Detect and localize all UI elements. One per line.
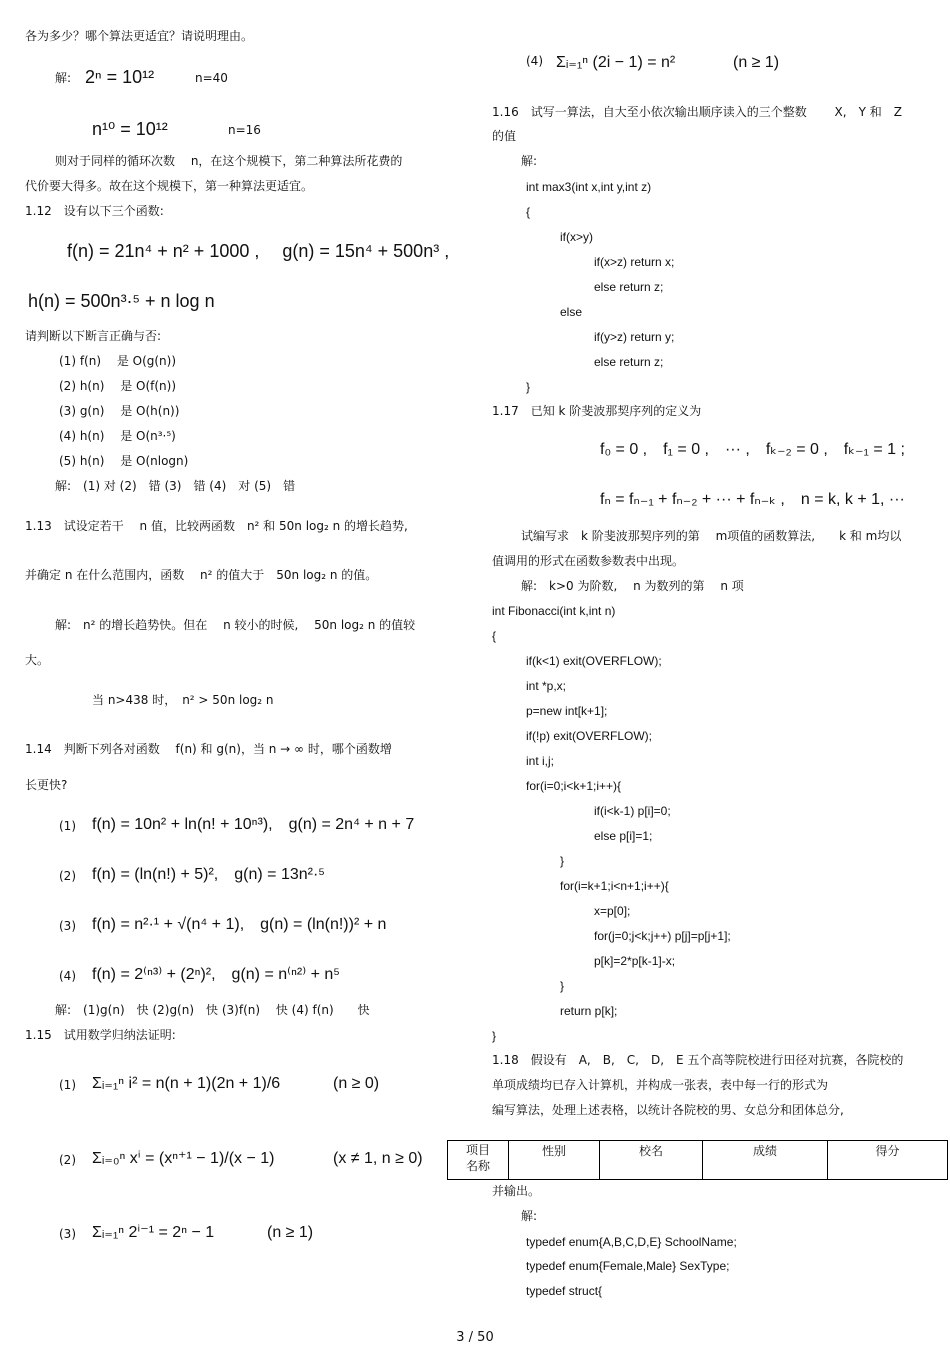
question-heading: 1.15 试用数学归纳法证明: [25,1028,176,1042]
item-label: (3) [59,919,76,933]
code-line: } [560,854,565,868]
equation-result: n=16 [228,123,261,137]
item-label: (1) [59,1078,76,1092]
code-line: if(y>z) return y; [594,330,675,344]
code-line: else return z; [594,355,664,369]
question-line: 编写算法，处理上述表格，以统计各院校的男、女总分和团体总分, [492,1103,844,1117]
code-line: for(i=k+1;i<n+1;i++){ [560,879,669,893]
sum-formula: Σᵢ₌₁ⁿ (2i − 1) = n² [556,54,676,71]
function-pair: f(n) = 2⁽ⁿ³⁾ + (2ⁿ)², g(n) = n⁽ⁿ²⁾ + n⁵ [92,966,340,983]
question-line: 单项成绩均已存入计算机，并构成一张表，表中每一行的形式为 [492,1078,829,1092]
assertion-item: (4) h(n) 是 O(n³·⁵) [59,429,176,443]
answer-line: 大。 [25,653,50,667]
condition: (x ≠ 1, n ≥ 0) [333,1150,423,1167]
code-line: typedef struct{ [526,1284,603,1298]
code-line: p[k]=2*p[k-1]-x; [594,954,676,968]
assertion-item: (1) f(n) 是 O(g(n)) [59,354,177,368]
answer-line: 当 n>438 时， n² > 50n log₂ n [92,693,274,707]
question-line: 试编写求 k 阶斐波那契序列的第 m项值的函数算法, k 和 m均以 [521,529,902,543]
code-line: if(x>y) [560,230,593,244]
code-line: } [526,380,531,394]
question-line: 值调用的形式在函数参数表中出现。 [492,554,685,568]
code-line: else p[i]=1; [594,829,653,843]
question-heading: 1.17 已知 k 阶斐波那契序列的定义为 [492,404,702,418]
table-header-cell: 项目 名称 [448,1141,509,1180]
code-line: int max3(int x,int y,int z) [526,180,652,194]
table-header-cell: 得分 [828,1141,948,1180]
code-line: typedef enum{Female,Male} SexType; [526,1259,730,1273]
code-line: if(!p) exit(OVERFLOW); [526,729,653,743]
code-line: p=new int[k+1]; [526,704,608,718]
answer-label: 解: [521,154,538,168]
code-line: { [492,629,497,643]
assertion-item: (3) g(n) 是 O(h(n)) [59,404,180,418]
assertion-item: (2) h(n) 是 O(f(n)) [59,379,177,393]
code-line: for(j=0;j<k;j++) p[j]=p[j+1]; [594,929,731,943]
question-line: 长更快? [25,778,68,792]
code-line: if(x>z) return x; [594,255,675,269]
score-table [447,1140,948,1180]
code-line: int i,j; [526,754,555,768]
code-line: return p[k]; [560,1004,618,1018]
item-label: (3) [59,1227,76,1241]
item-label: (1) [59,819,76,833]
function-pair: f(n) = 10n² + ln(n! + 10ⁿ³), g(n) = 2n⁴ + n + 7 [92,816,415,833]
table-row [448,1141,948,1180]
answer-line: 解: (1) 对 (2) 错 (3) 错 (4) 对 (5) 错 [55,479,296,493]
page-number: 3 / 50 [456,1330,494,1345]
question-line: 并确定 n 在什么范围内，函数 n² 的值大于 50n log₂ n 的值。 [25,568,378,582]
item-label: (2) [59,869,76,883]
condition: (n ≥ 1) [733,54,780,71]
item-label: (2) [59,1153,76,1167]
text-line: 各为多少？哪个算法更适宜？请说明理由。 [25,29,254,43]
code-line: for(i=0;i<k+1;i++){ [526,779,622,793]
function-pair: f(n) = (ln(n!) + 5)², g(n) = 13n²·⁵ [92,866,325,883]
paragraph-line: 则对于同样的循环次数 n，在这个规模下，第二种算法所花费的 [55,154,403,168]
code-line: int Fibonacci(int k,int n) [492,604,616,618]
answer-line: 解: (1)g(n) 快 (2)g(n) 快 (3)f(n) 快 (4) f(n) 快 [55,1003,370,1017]
code-line: typedef enum{A,B,C,D,E} SchoolName; [526,1235,737,1249]
answer-label: 解: [55,71,72,85]
sequence-definition: fₙ = fₙ₋₁ + fₙ₋₂ + ··· + fₙ₋ₖ , n = k, k + 1, ··· [600,491,905,508]
equation-result: n=40 [195,71,228,85]
question-heading: 1.13 试设定若干 n 值，比较两函数 n² 和 50n log₂ n 的增长趋势, [25,519,408,533]
table-header-cell: 性别 [509,1141,600,1180]
code-line: else return z; [594,280,664,294]
equation: n¹⁰ = 10¹² [92,119,168,139]
sum-formula: Σᵢ₌₁ⁿ 2ⁱ⁻¹ = 2ⁿ − 1 [92,1224,215,1241]
text-line: 请判断以下断言正确与否: [25,329,162,343]
table-header-cell: 校名 [600,1141,703,1180]
code-line: } [560,979,565,993]
question-heading: 1.16 试写一算法，自大至小依次输出顺序读入的三个整数 X, Y 和 Z [492,105,902,119]
question-line: 并输出。 [492,1184,541,1198]
condition: (n ≥ 0) [333,1075,380,1092]
function-definition: f(n) = 21n⁴ + n² + 1000 , g(n) = 15n⁴ + 500n³ , [67,241,450,261]
sequence-definition: f₀ = 0 , f₁ = 0 , ··· , fₖ₋₂ = 0 , fₖ₋₁ = 1 ; [600,441,905,458]
answer-label: 解: [521,1209,538,1223]
code-line: if(i<k-1) p[i]=0; [594,804,671,818]
code-line: else [560,305,583,319]
sum-formula: Σᵢ₌₀ⁿ xⁱ = (xⁿ⁺¹ − 1)/(x − 1) [92,1150,275,1167]
code-line: } [492,1029,497,1043]
code-line: { [526,205,531,219]
paragraph-line: 代价要大得多。故在这个规模下，第一种算法更适宜。 [25,179,314,193]
item-label: (4) [59,969,76,983]
question-heading: 1.18 假设有 A, B, C, D, E 五个高等院校进行田径对抗赛，各院校的 [492,1053,904,1067]
function-definition: h(n) = 500n³·⁵ + n log n [28,291,215,311]
code-line: int *p,x; [526,679,567,693]
answer-line: 解: n² 的增长趋势快。但在 n 较小的时候, 50n log₂ n 的值较 [55,618,416,632]
table-header-cell: 成绩 [703,1141,828,1180]
sum-formula: Σᵢ₌₁ⁿ i² = n(n + 1)(2n + 1)/6 [92,1075,281,1092]
item-label: (4) [526,54,543,68]
assertion-item: (5) h(n) 是 O(nlogn) [59,454,189,468]
question-heading: 1.12 设有以下三个函数: [25,204,164,218]
code-line: if(k<1) exit(OVERFLOW); [526,654,662,668]
condition: (n ≥ 1) [267,1224,314,1241]
equation: 2ⁿ = 10¹² [85,67,155,87]
answer-line: 解: k>0 为阶数, n 为数列的第 n 项 [521,579,744,593]
question-heading: 1.14 判断下列各对函数 f(n) 和 g(n)，当 n → ∞ 时，哪个函数增 [25,742,392,756]
question-line: 的值 [492,129,517,143]
function-pair: f(n) = n²·¹ + √(n⁴ + 1), g(n) = (ln(n!))² + n [92,916,387,933]
code-line: x=p[0]; [594,904,631,918]
